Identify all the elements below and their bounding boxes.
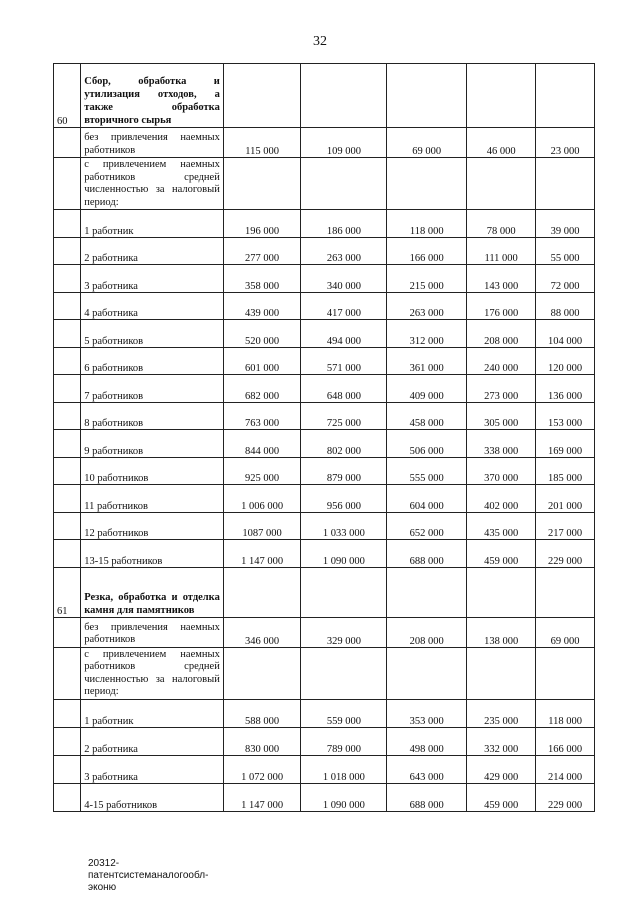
table-row	[54, 783, 595, 811]
value-cell: 506 000	[387, 430, 467, 458]
row-label: с привлечением наемных работников средней численностью за налоговый период:	[81, 158, 224, 210]
row-label: 1 работник	[81, 210, 224, 238]
value-cell: 652 000	[387, 512, 467, 540]
empty-cell	[54, 457, 81, 485]
value-cell: 109 000	[301, 128, 387, 158]
section-number: 60	[54, 64, 81, 128]
empty-cell	[536, 647, 595, 699]
empty-cell	[54, 783, 81, 811]
value-cell: 217 000	[536, 512, 595, 540]
value-cell: 115 000	[223, 128, 301, 158]
table-row	[54, 292, 595, 320]
value-cell: 361 000	[387, 347, 467, 375]
value-cell: 166 000	[536, 727, 595, 755]
empty-cell	[387, 64, 467, 128]
value-cell: 72 000	[536, 265, 595, 293]
value-cell: 104 000	[536, 320, 595, 348]
value-cell: 429 000	[467, 755, 536, 783]
empty-cell	[54, 485, 81, 513]
table-row	[54, 540, 595, 568]
empty-cell	[467, 64, 536, 128]
value-cell: 435 000	[467, 512, 536, 540]
table-row	[54, 347, 595, 375]
value-cell: 69 000	[387, 128, 467, 158]
section-title: Сбор, обработка и утилизация отходов, а также обработка вторичного сырья	[81, 64, 224, 128]
value-cell: 215 000	[387, 265, 467, 293]
empty-cell	[301, 567, 387, 617]
empty-cell	[54, 647, 81, 699]
value-cell: 925 000	[223, 457, 301, 485]
value-cell: 588 000	[223, 699, 301, 727]
value-cell: 340 000	[301, 265, 387, 293]
value-cell: 23 000	[536, 128, 595, 158]
value-cell: 78 000	[467, 210, 536, 238]
value-cell: 571 000	[301, 347, 387, 375]
row-label: 3 работника	[81, 265, 224, 293]
value-cell: 39 000	[536, 210, 595, 238]
empty-cell	[54, 727, 81, 755]
section-title: Резка, обработка и отделка камня для памятников	[81, 567, 224, 617]
row-label: 7 работников	[81, 375, 224, 403]
empty-cell	[54, 699, 81, 727]
value-cell: 1 033 000	[301, 512, 387, 540]
table-row	[54, 512, 595, 540]
table-row	[54, 485, 595, 513]
row-label: 4 работника	[81, 292, 224, 320]
table-row	[54, 237, 595, 265]
empty-cell	[54, 512, 81, 540]
table-row	[54, 647, 595, 699]
empty-cell	[301, 158, 387, 210]
table-row	[54, 430, 595, 458]
empty-cell	[536, 567, 595, 617]
value-cell: 312 000	[387, 320, 467, 348]
value-cell: 402 000	[467, 485, 536, 513]
empty-cell	[223, 567, 301, 617]
value-cell: 643 000	[387, 755, 467, 783]
value-cell: 1 072 000	[223, 755, 301, 783]
empty-cell	[54, 128, 81, 158]
value-cell: 459 000	[467, 783, 536, 811]
value-cell: 329 000	[301, 617, 387, 647]
value-cell: 1 147 000	[223, 783, 301, 811]
section-header-row	[54, 567, 595, 617]
table-row	[54, 265, 595, 293]
value-cell: 844 000	[223, 430, 301, 458]
value-cell: 458 000	[387, 402, 467, 430]
value-cell: 1 006 000	[223, 485, 301, 513]
value-cell: 417 000	[301, 292, 387, 320]
empty-cell	[387, 647, 467, 699]
value-cell: 802 000	[301, 430, 387, 458]
value-cell: 725 000	[301, 402, 387, 430]
value-cell: 1 147 000	[223, 540, 301, 568]
document-footer: 20312-патентсистеманалогообл-эконю	[88, 858, 209, 893]
value-cell: 186 000	[301, 210, 387, 238]
empty-cell	[223, 64, 301, 128]
table-row	[54, 320, 595, 348]
value-cell: 263 000	[387, 292, 467, 320]
table-row	[54, 158, 595, 210]
empty-cell	[301, 647, 387, 699]
value-cell: 830 000	[223, 727, 301, 755]
value-cell: 196 000	[223, 210, 301, 238]
value-cell: 69 000	[536, 617, 595, 647]
empty-cell	[536, 64, 595, 128]
value-cell: 498 000	[387, 727, 467, 755]
table-row	[54, 128, 595, 158]
value-cell: 143 000	[467, 265, 536, 293]
value-cell: 229 000	[536, 540, 595, 568]
row-label: 4-15 работников	[81, 783, 224, 811]
table-body	[54, 64, 595, 812]
row-label: 13-15 работников	[81, 540, 224, 568]
page-number: 32	[313, 34, 327, 49]
table-row	[54, 402, 595, 430]
value-cell: 1 018 000	[301, 755, 387, 783]
empty-cell	[54, 292, 81, 320]
value-cell: 185 000	[536, 457, 595, 485]
value-cell: 879 000	[301, 457, 387, 485]
table-row	[54, 457, 595, 485]
value-cell: 358 000	[223, 265, 301, 293]
empty-cell	[387, 567, 467, 617]
value-cell: 604 000	[387, 485, 467, 513]
value-cell: 353 000	[387, 699, 467, 727]
patent-rates-table	[53, 63, 595, 812]
table-row	[54, 727, 595, 755]
empty-cell	[54, 158, 81, 210]
empty-cell	[54, 540, 81, 568]
empty-cell	[387, 158, 467, 210]
value-cell: 208 000	[467, 320, 536, 348]
empty-cell	[467, 158, 536, 210]
value-cell: 305 000	[467, 402, 536, 430]
value-cell: 229 000	[536, 783, 595, 811]
empty-cell	[54, 265, 81, 293]
value-cell: 214 000	[536, 755, 595, 783]
value-cell: 277 000	[223, 237, 301, 265]
value-cell: 46 000	[467, 128, 536, 158]
value-cell: 153 000	[536, 402, 595, 430]
empty-cell	[223, 158, 301, 210]
row-label: с привлечением наемных работников средней численностью за налоговый период:	[81, 647, 224, 699]
empty-cell	[467, 567, 536, 617]
table-row	[54, 210, 595, 238]
empty-cell	[467, 647, 536, 699]
table-row	[54, 617, 595, 647]
value-cell: 138 000	[467, 617, 536, 647]
row-label: 2 работника	[81, 237, 224, 265]
value-cell: 601 000	[223, 347, 301, 375]
empty-cell	[54, 237, 81, 265]
empty-cell	[54, 430, 81, 458]
value-cell: 55 000	[536, 237, 595, 265]
value-cell: 88 000	[536, 292, 595, 320]
empty-cell	[54, 210, 81, 238]
value-cell: 346 000	[223, 617, 301, 647]
value-cell: 688 000	[387, 540, 467, 568]
row-label: 5 работников	[81, 320, 224, 348]
value-cell: 169 000	[536, 430, 595, 458]
value-cell: 789 000	[301, 727, 387, 755]
value-cell: 688 000	[387, 783, 467, 811]
row-label: 12 работников	[81, 512, 224, 540]
section-header-row	[54, 64, 595, 128]
value-cell: 1087 000	[223, 512, 301, 540]
empty-cell	[54, 320, 81, 348]
row-label: 9 работников	[81, 430, 224, 458]
value-cell: 648 000	[301, 375, 387, 403]
empty-cell	[54, 617, 81, 647]
row-label: 10 работников	[81, 457, 224, 485]
value-cell: 370 000	[467, 457, 536, 485]
value-cell: 338 000	[467, 430, 536, 458]
table-row	[54, 755, 595, 783]
row-label: 8 работников	[81, 402, 224, 430]
empty-cell	[54, 402, 81, 430]
value-cell: 555 000	[387, 457, 467, 485]
value-cell: 273 000	[467, 375, 536, 403]
empty-cell	[223, 647, 301, 699]
row-label: 1 работник	[81, 699, 224, 727]
empty-cell	[54, 755, 81, 783]
row-label: 2 работника	[81, 727, 224, 755]
value-cell: 520 000	[223, 320, 301, 348]
value-cell: 235 000	[467, 699, 536, 727]
row-label: 3 работника	[81, 755, 224, 783]
table-row	[54, 375, 595, 403]
value-cell: 263 000	[301, 237, 387, 265]
value-cell: 439 000	[223, 292, 301, 320]
value-cell: 409 000	[387, 375, 467, 403]
row-label: без привлечения наемных работников	[81, 128, 224, 158]
table-row	[54, 699, 595, 727]
value-cell: 956 000	[301, 485, 387, 513]
value-cell: 166 000	[387, 237, 467, 265]
value-cell: 118 000	[387, 210, 467, 238]
empty-cell	[301, 64, 387, 128]
value-cell: 763 000	[223, 402, 301, 430]
row-label: 6 работников	[81, 347, 224, 375]
value-cell: 1 090 000	[301, 783, 387, 811]
value-cell: 118 000	[536, 699, 595, 727]
empty-cell	[54, 347, 81, 375]
value-cell: 111 000	[467, 237, 536, 265]
value-cell: 120 000	[536, 347, 595, 375]
value-cell: 201 000	[536, 485, 595, 513]
value-cell: 332 000	[467, 727, 536, 755]
value-cell: 240 000	[467, 347, 536, 375]
value-cell: 1 090 000	[301, 540, 387, 568]
value-cell: 459 000	[467, 540, 536, 568]
row-label: 11 работников	[81, 485, 224, 513]
value-cell: 136 000	[536, 375, 595, 403]
empty-cell	[54, 375, 81, 403]
empty-cell	[536, 158, 595, 210]
value-cell: 559 000	[301, 699, 387, 727]
value-cell: 682 000	[223, 375, 301, 403]
value-cell: 176 000	[467, 292, 536, 320]
value-cell: 494 000	[301, 320, 387, 348]
row-label: без привлечения наемных работников	[81, 617, 224, 647]
value-cell: 208 000	[387, 617, 467, 647]
section-number: 61	[54, 567, 81, 617]
